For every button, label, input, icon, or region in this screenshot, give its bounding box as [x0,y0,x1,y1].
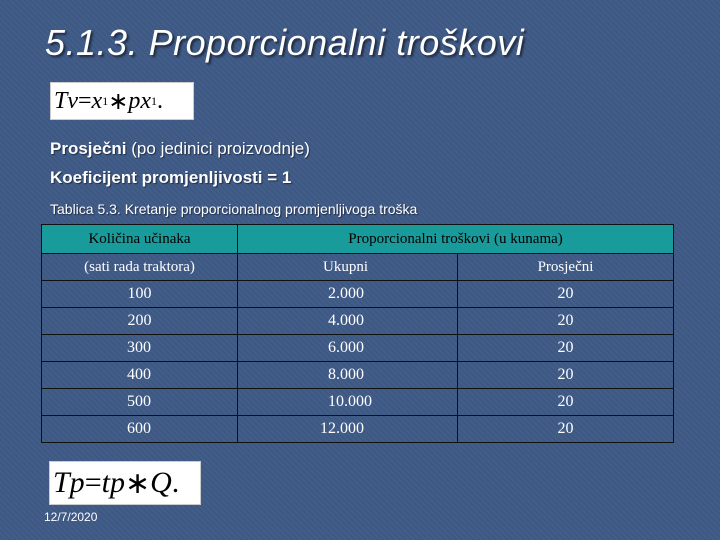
formula-multiply: ∗ [124,466,151,500]
formula-lhs: Tp [53,466,85,499]
average-label: Prosječni [50,139,127,158]
formula-var-x: x [91,87,103,114]
average-cost-line [50,139,310,159]
table-row [42,362,674,389]
formula-multiply: ∗ [108,88,129,115]
cell-quantity: 300 [42,335,238,362]
cell-total: 2.000 [238,281,458,308]
header-average: Prosječni [458,254,674,281]
cell-average: 20 [458,389,674,416]
average-note: (po jedinici proizvodnje) [126,139,310,158]
table-header-row [42,225,674,254]
table-row [42,308,674,335]
formula-equals: = [84,466,102,499]
cell-total: 8.000 [238,362,458,389]
cell-total: 12.000 [238,416,458,443]
formula-period: . [171,466,180,499]
cell-quantity: 200 [42,308,238,335]
cell-average: 20 [458,362,674,389]
formula-period: . [156,87,163,114]
variability-coefficient-line: Koeficijent promjenljivosti = 1 [50,168,292,187]
cell-total: 6.000 [238,335,458,362]
cell-average: 20 [458,335,674,362]
formula-var-q: Q [150,466,172,499]
proportional-cost-formula [49,461,201,505]
table-row [42,281,674,308]
formula-sub-px: 1 [150,93,157,108]
cell-total: 10.000 [238,389,458,416]
cell-average: 20 [458,281,674,308]
header-tractor-hours: (sati rada traktora) [42,254,238,281]
formula-equals: = [78,87,92,114]
formula-lhs: Tv [54,87,78,114]
table-row [42,416,674,443]
slide-title: 5.1.3. Proporcionalni troškovi [45,22,525,63]
formula-var-tp: tp [101,466,125,499]
table-subheader-row [42,254,674,281]
cell-quantity: 500 [42,389,238,416]
cost-table [41,224,674,443]
table-row [42,335,674,362]
cell-quantity: 600 [42,416,238,443]
cell-quantity: 400 [42,362,238,389]
slide-date: 12/7/2020 [44,510,98,524]
cell-total: 4.000 [238,308,458,335]
formula-var-px: px [128,87,151,114]
cell-quantity: 100 [42,281,238,308]
formula-sub-x: 1 [102,93,109,108]
header-total: Ukupni [238,254,458,281]
table-row [42,389,674,416]
table-caption: Tablica 5.3. Kretanje proporcionalnog promjenljivoga troška [50,201,418,217]
cell-average: 20 [458,308,674,335]
variable-cost-formula [50,82,194,120]
header-proportional-costs: Proporcionalni troškovi (u kunama) [238,225,674,254]
cell-average: 20 [458,416,674,443]
header-quantity: Količina učinaka [42,225,238,254]
